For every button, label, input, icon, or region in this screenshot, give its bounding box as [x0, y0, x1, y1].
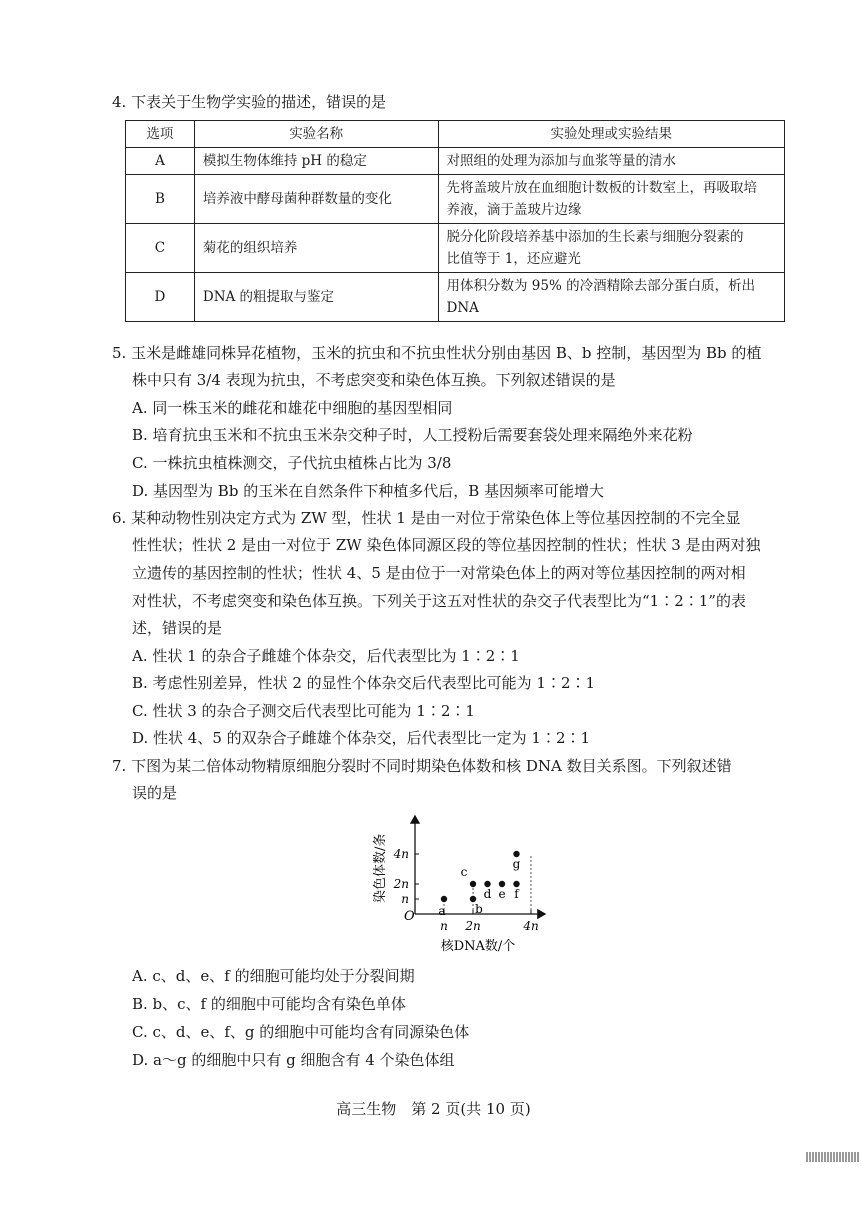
y-tick-label: n — [401, 892, 409, 906]
page-footer: 高三生物 第 2 页(共 10 页) — [336, 1100, 531, 1118]
row-result — [438, 273, 784, 322]
row-result — [438, 175, 784, 224]
q6-stem-line: 立遗传的基因控制的性状；性状 4、5 是由位于一对常染色体上的两对等位基因控制的两对相 — [132, 564, 746, 582]
table-header-row — [126, 121, 785, 148]
col-header-result: 实验处理或实验结果 — [438, 121, 784, 148]
data-point-label: b — [475, 902, 483, 916]
q6-stem-line: 6. 某种动物性别决定方式为 ZW 型，性状 1 是由一对位于常染色体上等位基因控制的不完全显 — [112, 509, 741, 527]
data-point-a — [441, 896, 447, 902]
q7-stem-line: 误的是 — [132, 784, 178, 802]
table-row — [126, 175, 785, 224]
row-option: B — [126, 175, 195, 224]
table-row — [126, 148, 785, 175]
q7-option-b: B. b、c、f 的细胞中可能均含有染色单体 — [132, 995, 406, 1013]
scan-watermark — [806, 1152, 860, 1162]
x-tick-label: 4n — [523, 919, 539, 933]
q7-option-c: C. c、d、e、f、g 的细胞中可能均含有同源染色体 — [132, 1023, 470, 1041]
row-result-line: DNA — [446, 300, 479, 316]
col-header-option: 选项 — [126, 121, 195, 148]
x-tick-label: 2n — [465, 919, 481, 933]
row-option: A — [126, 148, 195, 175]
q5-option-a: A. 同一株玉米的雌花和雄花中细胞的基因型相同 — [132, 399, 453, 417]
q6-stem-line: 性性状；性状 2 是由一对位于 ZW 染色体同源区段的等位基因控制的性状；性状 3 是由两对独 — [132, 536, 761, 554]
row-result-line: 比值等于 1，还应避光 — [446, 251, 581, 267]
row-result-line: 养液，滴于盖玻片边缘 — [446, 202, 582, 218]
q6-option-c: C. 性状 3 的杂合子测交后代表型比可能为 1∶2∶1 — [132, 702, 475, 720]
q5-stem-line: 株中只有 3/4 表现为抗虫，不考虑突变和染色体互换。下列叙述错误的是 — [132, 371, 616, 389]
q7-option-a: A. c、d、e、f 的细胞可能均处于分裂间期 — [132, 967, 415, 985]
q6-option-a: A. 性状 1 的杂合子雌雄个体杂交，后代表型比为 1∶2∶1 — [132, 647, 520, 665]
q6-stem-line: 对性状，不考虑突变和染色体互换。下列关于这五对性状的杂交子代表型比为“1∶2∶1”的表 — [132, 592, 746, 610]
q5-stem-line: 5. 玉米是雌雄同株异花植物，玉米的抗虫和不抗虫性状分别由基因 B、b 控制，基因型为 Bb 的植 — [112, 344, 762, 362]
row-result-line: 用体积分数为 95% 的冷酒精除去部分蛋白质，析出 — [446, 278, 756, 294]
x-tick-label: n — [440, 919, 448, 933]
row-name: 菊花的组织培养 — [194, 224, 438, 273]
data-point-label: d — [483, 887, 492, 901]
row-name: 培养液中酵母菌种群数量的变化 — [194, 175, 438, 224]
q6-option-b: B. 考虑性别差异，性状 2 的显性个体杂交后代表型比可能为 1∶2∶1 — [132, 674, 596, 692]
row-option: C — [126, 224, 195, 273]
row-name: DNA 的粗提取与鉴定 — [194, 273, 438, 322]
data-point-label: g — [512, 857, 521, 871]
q5-option-c: C. 一株抗虫植株测交，子代抗虫植株占比为 3/8 — [132, 454, 452, 472]
data-point-c — [470, 881, 476, 887]
row-result — [438, 148, 784, 175]
data-point-label: c — [460, 865, 468, 879]
x-axis-label: 核DNA数/个 — [440, 939, 516, 954]
q5-option-d: D. 基因型为 Bb 的玉米在自然条件下种植多代后，B 基因频率可能增大 — [132, 482, 604, 500]
origin-label: O — [404, 909, 415, 924]
table-row — [126, 273, 785, 322]
q7-stem-line: 7. 下图为某二倍体动物精原细胞分裂时不同时期染色体数和核 DNA 数目关系图。下列叙述错 — [112, 757, 732, 775]
y-tick-label: 4n — [393, 847, 409, 861]
experiment-table — [125, 120, 785, 322]
row-option: D — [126, 273, 195, 322]
q5-option-b: B. 培育抗虫玉米和不抗虫玉米杂交种子时，人工授粉后需要套袋处理来隔绝外来花粉 — [132, 426, 693, 444]
data-point-label: f — [514, 887, 519, 901]
q4-stem: 4. 下表关于生物学实验的描述，错误的是 — [112, 93, 387, 111]
chromosome-dna-scatter-chart — [360, 808, 560, 958]
row-result — [438, 224, 784, 273]
data-point-label: e — [498, 887, 506, 901]
row-name: 模拟生物体维持 pH 的稳定 — [194, 148, 438, 175]
y-axis-label: 染色体数/条 — [373, 833, 388, 903]
row-result-line: 对照组的处理为添加与血浆等量的清水 — [446, 153, 677, 169]
q7-option-d: D. a～g 的细胞中只有 g 细胞含有 4 个染色体组 — [132, 1051, 455, 1069]
row-result-line: 先将盖玻片放在血细胞计数板的计数室上，再吸取培 — [446, 180, 758, 196]
col-header-name: 实验名称 — [194, 121, 438, 148]
chart-points — [438, 851, 520, 918]
y-tick-label: 2n — [393, 877, 409, 891]
data-point-label: a — [438, 904, 446, 918]
q6-stem-line: 述，错误的是 — [132, 619, 223, 637]
q6-option-d: D. 性状 4、5 的双杂合子雌雄个体杂交，后代表型比一定为 1∶2∶1 — [132, 729, 591, 747]
table-row — [126, 224, 785, 273]
row-result-line: 脱分化阶段培养基中添加的生长素与细胞分裂素的 — [446, 229, 744, 245]
